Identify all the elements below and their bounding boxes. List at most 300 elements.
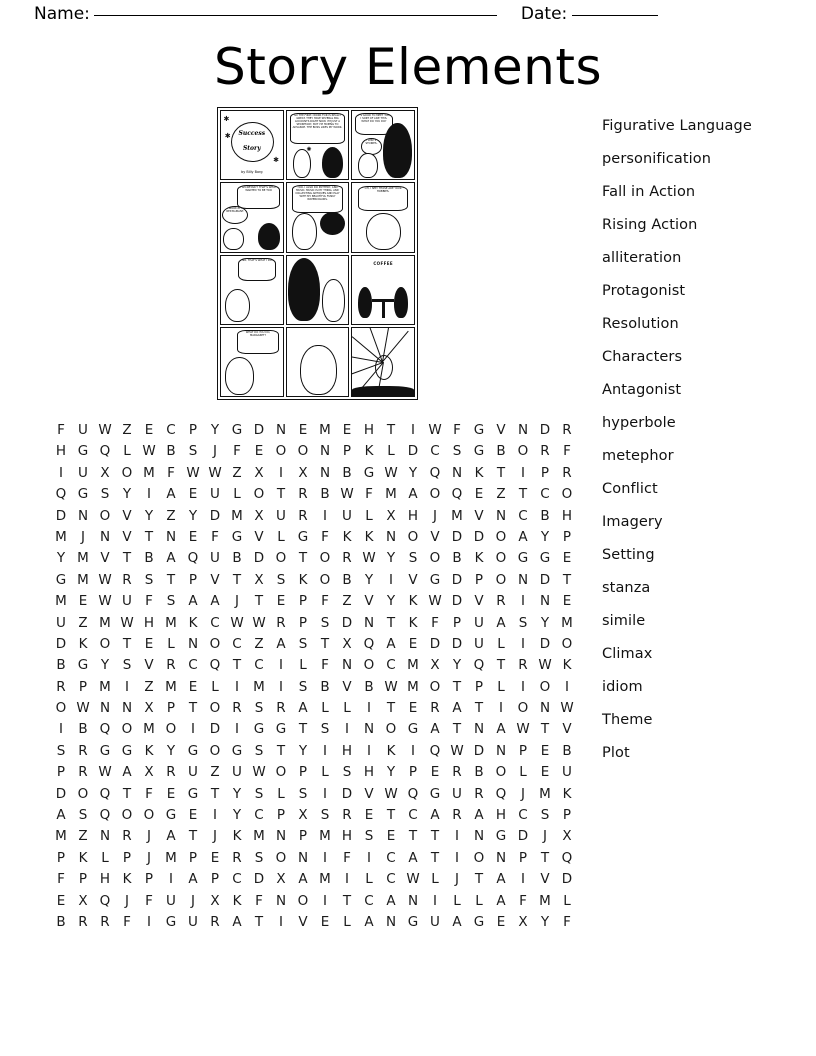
grid-cell[interactable]: N [99,528,111,545]
word-list-item[interactable]: Climax [602,646,653,662]
grid-cell[interactable]: S [56,742,66,759]
grid-cell[interactable]: L [233,486,241,503]
grid-cell[interactable]: X [342,635,352,652]
grid-cell[interactable]: S [342,764,352,781]
grid-cell[interactable]: V [364,785,374,802]
date-write-line[interactable] [572,15,658,16]
grid-cell[interactable]: I [147,913,151,930]
grid-cell[interactable]: O [429,678,441,695]
grid-cell[interactable]: T [408,828,418,845]
grid-cell[interactable]: S [254,785,264,802]
grid-cell[interactable]: Q [99,807,111,824]
grid-cell[interactable]: P [188,422,198,438]
grid-cell[interactable]: G [407,721,419,738]
grid-cell[interactable]: S [408,550,418,567]
grid-cell[interactable]: G [77,443,89,460]
grid-cell[interactable]: U [232,764,242,781]
grid-cell[interactable]: Z [122,422,132,438]
grid-cell[interactable]: G [77,657,89,674]
grid-cell[interactable]: L [519,764,527,781]
grid-cell[interactable]: M [165,849,177,866]
grid-cell[interactable]: O [429,486,441,503]
grid-cell[interactable]: D [473,742,485,759]
grid-cell[interactable]: O [407,528,419,545]
grid-cell[interactable]: U [122,593,132,610]
grid-cell[interactable]: E [540,742,550,759]
word-list-item[interactable]: Resolution [602,316,679,332]
grid-cell[interactable]: M [99,678,111,695]
grid-cell[interactable]: R [210,913,220,930]
grid-cell[interactable]: L [277,785,285,802]
grid-cell[interactable]: T [386,807,396,824]
grid-cell[interactable]: A [166,486,176,503]
grid-cell[interactable]: U [276,507,286,524]
word-list-item[interactable]: personification [602,151,711,167]
grid-cell[interactable]: A [430,721,440,738]
grid-cell[interactable]: P [518,849,528,866]
grid-cell[interactable]: I [323,742,327,759]
grid-cell[interactable]: N [319,464,331,481]
grid-cell[interactable]: C [254,657,264,674]
grid-cell[interactable]: V [210,571,220,588]
word-search-grid[interactable] [50,420,578,933]
name-write-line[interactable] [94,15,497,16]
grid-cell[interactable]: N [99,828,111,845]
grid-cell[interactable]: X [298,464,308,481]
grid-cell[interactable]: J [213,828,217,845]
grid-cell[interactable]: O [253,486,265,503]
grid-cell[interactable]: W [208,464,222,481]
grid-cell[interactable]: A [122,764,132,781]
grid-cell[interactable]: V [254,528,264,545]
grid-cell[interactable]: G [253,721,265,738]
grid-cell[interactable]: H [407,507,419,524]
grid-cell[interactable]: R [166,657,176,674]
grid-cell[interactable]: N [341,657,353,674]
grid-cell[interactable]: F [365,486,373,503]
grid-cell[interactable]: D [209,721,221,738]
grid-cell[interactable]: M [99,614,111,631]
grid-cell[interactable]: Y [386,764,396,781]
grid-cell[interactable]: A [298,700,308,717]
grid-cell[interactable]: E [430,764,440,781]
grid-cell[interactable]: A [452,913,462,930]
grid-cell[interactable]: O [275,849,287,866]
grid-cell[interactable]: T [298,721,308,738]
grid-cell[interactable]: R [496,593,506,610]
grid-cell[interactable]: J [147,828,151,845]
grid-cell[interactable]: P [562,528,572,545]
grid-cell[interactable]: K [474,464,484,481]
grid-cell[interactable]: W [450,742,464,759]
grid-cell[interactable]: R [342,550,352,567]
grid-cell[interactable]: U [188,764,198,781]
grid-cell[interactable]: E [144,635,154,652]
grid-cell[interactable]: T [276,742,286,759]
grid-cell[interactable]: O [121,807,133,824]
grid-cell[interactable]: Y [408,464,418,481]
grid-cell[interactable]: L [497,678,505,695]
word-list-item[interactable]: hyperbole [602,415,676,431]
grid-cell[interactable]: G [121,742,133,759]
grid-cell[interactable]: S [540,807,550,824]
grid-cell[interactable]: Z [78,614,88,631]
grid-cell[interactable]: J [125,892,129,909]
grid-cell[interactable]: S [166,593,176,610]
grid-cell[interactable]: W [230,614,244,631]
grid-cell[interactable]: I [323,785,327,802]
grid-cell[interactable]: O [121,464,133,481]
grid-cell[interactable]: I [455,849,459,866]
grid-cell[interactable]: S [320,807,330,824]
grid-cell[interactable]: G [165,807,177,824]
grid-cell[interactable]: B [56,657,66,674]
grid-cell[interactable]: S [188,443,198,460]
grid-cell[interactable]: F [145,593,153,610]
grid-cell[interactable]: T [232,571,242,588]
grid-cell[interactable]: I [411,422,415,438]
grid-cell[interactable]: I [345,871,349,888]
grid-cell[interactable]: G [429,571,441,588]
grid-cell[interactable]: A [166,550,176,567]
grid-cell[interactable]: E [562,593,572,610]
grid-cell[interactable]: X [210,892,220,909]
grid-cell[interactable]: T [386,422,396,438]
grid-cell[interactable]: W [186,464,200,481]
grid-cell[interactable]: C [188,657,198,674]
grid-cell[interactable]: B [144,550,154,567]
grid-cell[interactable]: R [232,700,242,717]
grid-cell[interactable]: E [188,807,198,824]
grid-cell[interactable]: W [252,614,266,631]
grid-cell[interactable]: U [342,507,352,524]
grid-cell[interactable]: V [342,678,352,695]
grid-cell[interactable]: H [363,422,375,438]
word-list-item[interactable]: Imagery [602,514,663,530]
grid-cell[interactable]: L [321,700,329,717]
grid-cell[interactable]: G [165,913,177,930]
grid-cell[interactable]: G [407,913,419,930]
grid-cell[interactable]: U [56,614,66,631]
grid-cell[interactable]: P [56,849,66,866]
grid-cell[interactable]: P [474,571,484,588]
grid-cell[interactable]: F [563,913,571,930]
grid-cell[interactable]: J [433,507,437,524]
grid-cell[interactable]: P [298,593,308,610]
grid-cell[interactable]: S [254,742,264,759]
grid-cell[interactable]: I [279,678,283,695]
grid-cell[interactable]: M [319,871,331,888]
grid-cell[interactable]: N [187,635,199,652]
grid-cell[interactable]: W [340,486,354,503]
grid-cell[interactable]: O [209,742,221,759]
grid-cell[interactable]: F [343,849,351,866]
grid-cell[interactable]: C [364,892,374,909]
grid-cell[interactable]: D [429,635,441,652]
grid-cell[interactable]: F [255,892,263,909]
grid-cell[interactable]: M [253,678,265,695]
grid-cell[interactable]: L [343,700,351,717]
grid-cell[interactable]: Y [540,528,550,545]
grid-cell[interactable]: Y [452,657,462,674]
grid-cell[interactable]: W [428,593,442,610]
grid-cell[interactable]: G [495,828,507,845]
grid-cell[interactable]: R [452,764,462,781]
grid-cell[interactable]: C [518,807,528,824]
grid-cell[interactable]: P [166,700,176,717]
grid-cell[interactable]: D [253,422,265,438]
grid-cell[interactable]: I [169,871,173,888]
grid-cell[interactable]: I [323,849,327,866]
grid-cell[interactable]: V [122,528,132,545]
grid-cell[interactable]: A [298,871,308,888]
grid-cell[interactable]: X [386,507,396,524]
grid-cell[interactable]: O [473,849,485,866]
word-list-item[interactable]: Figurative Language [602,118,752,134]
grid-cell[interactable]: T [254,593,264,610]
grid-cell[interactable]: F [453,422,461,438]
grid-cell[interactable]: R [78,913,88,930]
grid-cell[interactable]: S [122,657,132,674]
grid-cell[interactable]: Q [407,785,419,802]
grid-cell[interactable]: M [77,571,89,588]
grid-cell[interactable]: E [210,849,220,866]
grid-cell[interactable]: E [188,528,198,545]
grid-cell[interactable]: T [496,657,506,674]
grid-cell[interactable]: R [342,807,352,824]
grid-cell[interactable]: S [364,828,374,845]
word-list-item[interactable]: Rising Action [602,217,698,233]
grid-cell[interactable]: K [562,657,572,674]
grid-cell[interactable]: D [451,635,463,652]
grid-cell[interactable]: K [298,571,308,588]
grid-cell[interactable]: A [474,807,484,824]
grid-cell[interactable]: B [452,550,462,567]
grid-cell[interactable]: I [389,571,393,588]
grid-cell[interactable]: U [210,550,220,567]
grid-cell[interactable]: V [100,550,110,567]
grid-cell[interactable]: F [57,871,65,888]
grid-cell[interactable]: E [254,443,264,460]
grid-cell[interactable]: N [539,700,551,717]
grid-cell[interactable]: O [495,550,507,567]
grid-cell[interactable]: N [275,422,287,438]
grid-cell[interactable]: P [122,849,132,866]
grid-cell[interactable]: T [386,700,396,717]
grid-cell[interactable]: T [254,913,264,930]
grid-cell[interactable]: G [275,721,287,738]
grid-cell[interactable]: N [517,422,529,438]
grid-cell[interactable]: N [77,507,89,524]
grid-cell[interactable]: S [452,443,462,460]
grid-cell[interactable]: O [143,807,155,824]
grid-cell[interactable]: L [563,892,571,909]
grid-cell[interactable]: O [297,892,309,909]
grid-cell[interactable]: D [539,422,551,438]
grid-cell[interactable]: R [298,507,308,524]
grid-cell[interactable]: N [385,528,397,545]
grid-cell[interactable]: C [408,807,418,824]
grid-cell[interactable]: T [540,721,550,738]
grid-cell[interactable]: W [252,764,266,781]
grid-cell[interactable]: C [386,849,396,866]
grid-cell[interactable]: I [147,486,151,503]
grid-cell[interactable]: G [473,913,485,930]
grid-cell[interactable]: A [166,828,176,845]
grid-cell[interactable]: K [188,614,198,631]
grid-cell[interactable]: Y [166,742,176,759]
grid-cell[interactable]: T [496,464,506,481]
grid-cell[interactable]: A [518,528,528,545]
grid-cell[interactable]: F [211,528,219,545]
grid-cell[interactable]: F [563,443,571,460]
grid-cell[interactable]: M [319,422,331,438]
grid-cell[interactable]: L [211,678,219,695]
grid-cell[interactable]: D [451,528,463,545]
grid-cell[interactable]: F [123,913,131,930]
grid-cell[interactable]: O [495,764,507,781]
grid-cell[interactable]: N [517,571,529,588]
grid-cell[interactable]: R [276,700,286,717]
grid-cell[interactable]: M [539,892,551,909]
grid-cell[interactable]: S [518,614,528,631]
grid-cell[interactable]: M [55,828,67,845]
grid-cell[interactable]: Q [187,550,199,567]
grid-cell[interactable]: S [254,849,264,866]
grid-cell[interactable]: S [276,571,286,588]
grid-cell[interactable]: O [55,700,67,717]
grid-cell[interactable]: M [231,507,243,524]
grid-cell[interactable]: P [298,764,308,781]
grid-cell[interactable]: F [233,443,241,460]
grid-cell[interactable]: C [386,657,396,674]
grid-cell[interactable]: U [474,635,484,652]
grid-cell[interactable]: V [474,593,484,610]
grid-cell[interactable]: N [319,443,331,460]
grid-cell[interactable]: O [99,507,111,524]
grid-cell[interactable]: W [98,571,112,588]
grid-cell[interactable]: O [275,443,287,460]
grid-cell[interactable]: V [364,593,374,610]
grid-cell[interactable]: E [276,593,286,610]
grid-cell[interactable]: P [210,871,220,888]
word-list-item[interactable]: idiom [602,679,643,695]
grid-cell[interactable]: L [431,871,439,888]
grid-cell[interactable]: X [298,807,308,824]
grid-cell[interactable]: I [191,721,195,738]
grid-cell[interactable]: P [78,871,88,888]
grid-cell[interactable]: O [319,571,331,588]
grid-cell[interactable]: O [561,635,573,652]
grid-cell[interactable]: L [321,764,329,781]
grid-cell[interactable]: R [122,828,132,845]
grid-cell[interactable]: B [342,464,352,481]
grid-cell[interactable]: Q [99,443,111,460]
grid-cell[interactable]: E [188,678,198,695]
grid-cell[interactable]: I [367,700,371,717]
grid-cell[interactable]: Y [364,571,374,588]
grid-cell[interactable]: T [276,486,286,503]
grid-cell[interactable]: O [209,635,221,652]
grid-cell[interactable]: S [78,807,88,824]
grid-cell[interactable]: E [78,593,88,610]
grid-cell[interactable]: S [320,614,330,631]
grid-cell[interactable]: Y [188,507,198,524]
grid-cell[interactable]: R [100,913,110,930]
grid-cell[interactable]: C [166,422,176,438]
grid-cell[interactable]: X [562,828,572,845]
grid-cell[interactable]: J [147,849,151,866]
grid-cell[interactable]: H [341,828,353,845]
grid-cell[interactable]: R [166,764,176,781]
grid-cell[interactable]: T [166,571,176,588]
grid-cell[interactable]: A [188,871,198,888]
grid-cell[interactable]: T [386,614,396,631]
grid-cell[interactable]: W [362,550,376,567]
grid-cell[interactable]: U [78,464,88,481]
grid-cell[interactable]: C [540,486,550,503]
grid-cell[interactable]: T [452,721,462,738]
grid-cell[interactable]: F [145,892,153,909]
grid-cell[interactable]: H [99,871,111,888]
grid-cell[interactable]: A [496,892,506,909]
grid-cell[interactable]: M [539,785,551,802]
grid-cell[interactable]: R [56,678,66,695]
grid-cell[interactable]: W [142,443,156,460]
grid-cell[interactable]: W [516,721,530,738]
grid-cell[interactable]: G [539,550,551,567]
grid-cell[interactable]: E [298,422,308,438]
grid-cell[interactable]: I [565,678,569,695]
grid-cell[interactable]: H [143,614,155,631]
grid-cell[interactable]: L [101,849,109,866]
grid-cell[interactable]: L [123,443,131,460]
grid-cell[interactable]: R [518,657,528,674]
grid-cell[interactable]: I [499,700,503,717]
grid-cell[interactable]: Q [429,742,441,759]
grid-cell[interactable]: N [363,721,375,738]
grid-cell[interactable]: E [496,913,506,930]
grid-cell[interactable]: B [342,571,352,588]
grid-cell[interactable]: O [121,721,133,738]
grid-cell[interactable]: N [165,528,177,545]
grid-cell[interactable]: D [55,507,67,524]
grid-cell[interactable]: L [277,528,285,545]
grid-cell[interactable]: D [341,614,353,631]
grid-cell[interactable]: V [540,871,550,888]
grid-cell[interactable]: K [144,742,154,759]
grid-cell[interactable]: R [122,571,132,588]
grid-cell[interactable]: M [143,721,155,738]
grid-cell[interactable]: V [496,422,506,438]
grid-cell[interactable]: K [342,528,352,545]
grid-cell[interactable]: S [298,678,308,695]
grid-cell[interactable]: T [342,892,352,909]
grid-cell[interactable]: N [473,721,485,738]
grid-cell[interactable]: Z [496,486,506,503]
grid-cell[interactable]: G [231,528,243,545]
grid-cell[interactable]: R [298,486,308,503]
grid-cell[interactable]: H [55,443,67,460]
grid-cell[interactable]: G [231,422,243,438]
grid-cell[interactable]: D [451,571,463,588]
grid-cell[interactable]: L [365,871,373,888]
grid-cell[interactable]: W [98,593,112,610]
grid-cell[interactable]: P [298,614,308,631]
grid-cell[interactable]: I [521,635,525,652]
grid-cell[interactable]: U [562,764,572,781]
grid-cell[interactable]: P [518,742,528,759]
